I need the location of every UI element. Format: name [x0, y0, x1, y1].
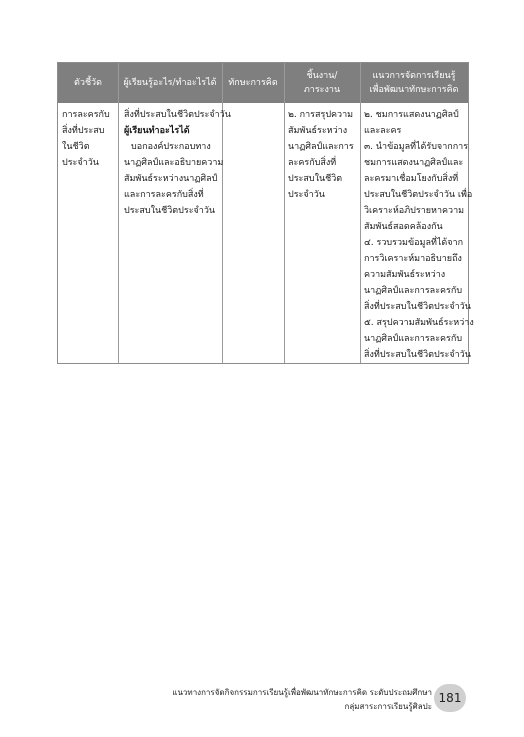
cell-line: ๓. นำข้อมูลที่ได้รับจากการ: [364, 142, 469, 152]
cell-line: ประสบในชีวิตประจำวัน เพื่อ: [364, 190, 473, 200]
header-learner-outcome: ผู้เรียนรู้อะไร/ทำอะไรได้: [123, 78, 217, 88]
cell-line: การละครกับ: [62, 110, 110, 120]
cell-line: สิ่งที่ประสบ: [62, 126, 105, 136]
column-divider: [118, 63, 119, 363]
cell-line: สิ่งที่ประสบในชีวิตประจำวัน: [364, 350, 471, 360]
indicator-cell: [62, 107, 110, 171]
footer-subject-group: กลุ่มสาระการเรียนรู้ศิลปะ: [344, 702, 432, 711]
column-divider: [284, 63, 285, 363]
cell-line: ๒. ชมการแสดงนาฏศิลป์: [364, 110, 459, 120]
cell-line: ๕. สรุปความสัมพันธ์ระหว่าง: [364, 318, 474, 328]
cell-line: ความสัมพันธ์ระหว่าง: [364, 270, 446, 280]
learner-outcome-cell: [124, 107, 231, 219]
cell-line: สิ่งที่ประสบในชีวิตประจำวัน: [364, 302, 471, 312]
cell-line: วิเคราะห์อภิปรายหาความ: [364, 206, 465, 216]
cell-line: สัมพันธ์ระหว่าง: [288, 126, 348, 136]
curriculum-table: [57, 62, 474, 364]
cell-line: ชมการแสดงนาฏศิลป์และ: [364, 158, 464, 168]
header-task: ชิ้นงาน/ ภาระงาน: [303, 71, 341, 95]
footer-book-title: แนวทางการจัดกิจกรรมการเรียนรู้เพื่อพัฒนาทักษะการคิด ระดับประถมศึกษา: [172, 688, 432, 697]
header-indicator: ตัวชี้วัด: [74, 78, 102, 88]
cell-line: สัมพันธ์สอดคล้องกัน: [364, 222, 443, 232]
cell-subheading: ผู้เรียนทำอะไรได้: [124, 126, 190, 136]
cell-line: ละครกับสิ่งที่: [288, 158, 337, 168]
cell-line: และการละครกับสิ่งที่: [124, 190, 204, 200]
header-learning-approach: แนวการจัดการเรียนรู้ เพื่อพัฒนาทักษะการคิด: [369, 71, 459, 95]
cell-line: นาฏศิลป์และการละครกับ: [364, 334, 463, 344]
cell-line: สิ่งที่ประสบในชีวิตประจำวัน: [124, 110, 231, 120]
cell-line: สัมพันธ์ระหว่างนาฏศิลป์: [124, 174, 218, 184]
cell-line: นาฏศิลป์และการละครกับ: [364, 286, 463, 296]
cell-line: นาฏศิลป์และการ: [288, 142, 354, 152]
cell-line: ละครมาเชื่อมโยงกับสิ่งที่: [364, 174, 459, 184]
cell-line: บอกองค์ประกอบทาง: [131, 142, 211, 152]
cell-line: ในชีวิต: [62, 142, 90, 152]
cell-line: ประสบในชีวิตประจำวัน: [124, 206, 216, 216]
cell-line: นาฏศิลป์และอธิบายความ: [124, 158, 224, 168]
cell-line: การวิเคราะห์มาอธิบายถึง: [364, 254, 462, 264]
column-divider: [360, 63, 361, 363]
table-header-row: [58, 63, 468, 103]
cell-line: ประสบในชีวิต: [288, 174, 343, 184]
cell-line: ๔. รวบรวมข้อมูลที่ได้จาก: [364, 238, 464, 248]
cell-line: ๒. การสรุปความ: [288, 110, 354, 120]
cell-line: ประจำวัน: [288, 190, 325, 200]
cell-line: และละคร: [364, 126, 402, 136]
cell-line: ประจำวัน: [62, 158, 99, 168]
header-thinking-skill: ทักษะการคิด: [228, 78, 278, 88]
learning-approach-cell: [364, 107, 474, 363]
page-number: 181: [434, 684, 466, 712]
task-cell: [288, 107, 354, 203]
